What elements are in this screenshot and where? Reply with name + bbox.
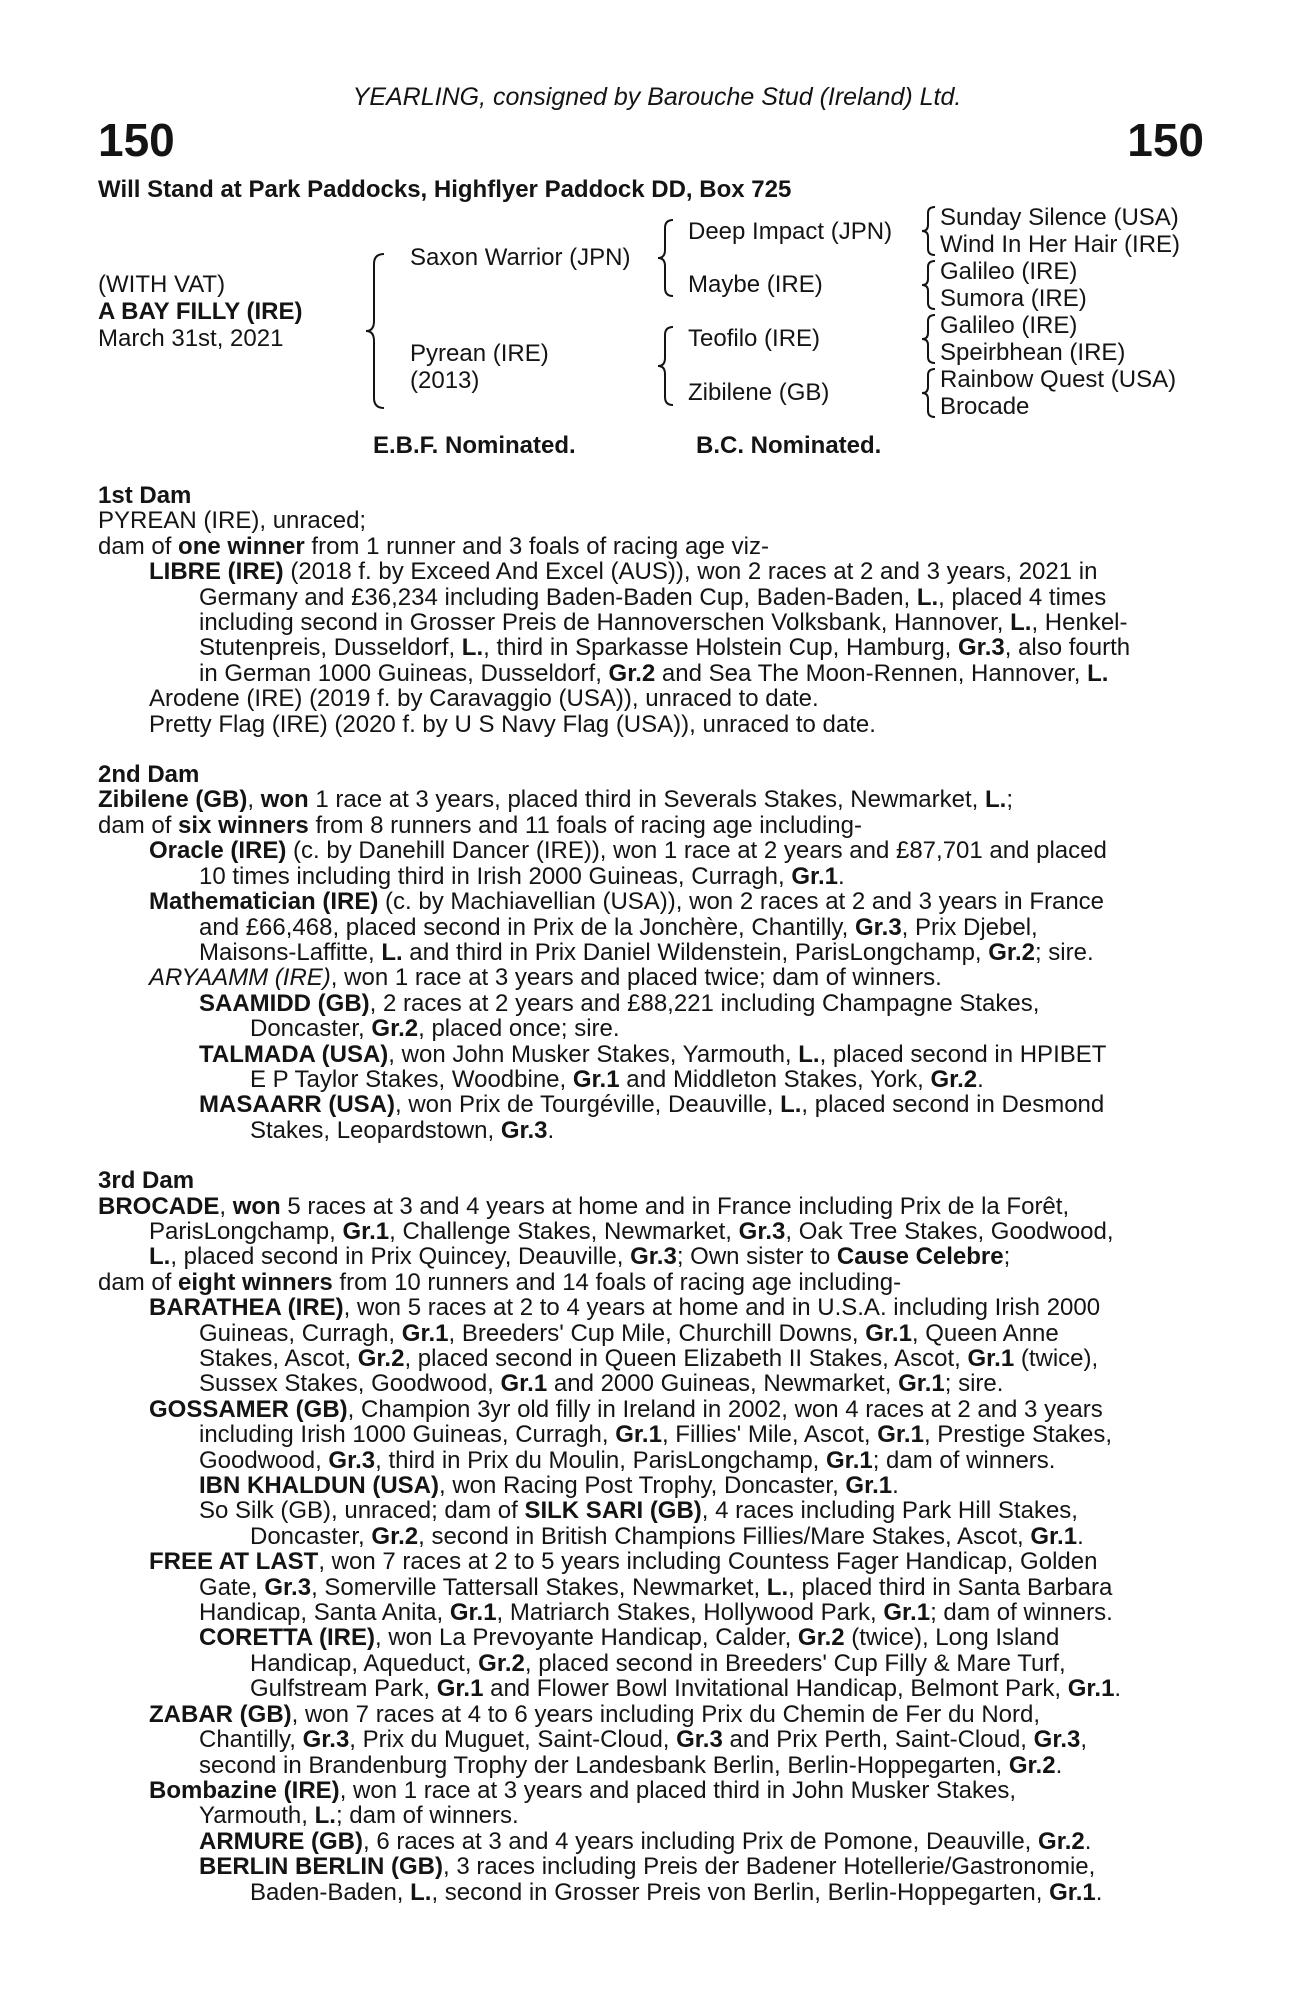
text-run: Sussex Stakes, Goodwood, [199,1370,501,1398]
record-line [98,1295,1198,1320]
record-line [98,1575,1198,1600]
text-run: Stakes, Ascot, [199,1345,358,1372]
bold-run: Gr.2 [371,1522,419,1550]
bold-run: Gr.1 [436,1675,484,1703]
bold-run: Gr.1 [865,1319,912,1347]
text-run: , won 7 races at 4 to 6 years including Prix du Chemin de Fer du Nord, [291,1700,1041,1728]
text-run: , placed second in Breeders' Cup Filly & Mare Turf, [524,1649,1066,1677]
bold-run: Gr.2 [1038,1827,1085,1855]
bold-run: L. [381,938,403,966]
text-run: including second in Grosser Preis de Hannoverschen Volksbank, Hannover, [199,609,1011,637]
text-run: Doncaster, [250,1522,372,1550]
bold-run: Gr.3 [328,1446,376,1474]
pedigree-brace-sire [656,218,676,298]
pedigree-dam-sire: Teofilo (IRE) [688,325,821,352]
pedigree-sire: Saxon Warrior (JPN) [410,244,631,271]
pedigree-gg-8: Brocade [940,393,1030,420]
text-run: ; sire. [944,1370,1004,1398]
record-line [98,991,1198,1016]
text-run: from 8 runners and 11 foals of racing age including- [308,811,862,839]
text-run: . [1055,1751,1063,1779]
bold-run: Gr.1 [572,1065,620,1093]
text-run: Baden-Baden, [250,1878,411,1906]
text-run: . [1077,1522,1084,1550]
record-line [98,1524,1198,1549]
pedigree-gg-5: Galileo (IRE) [940,312,1078,339]
text-run: in German 1000 Guineas, Dusseldorf, [199,659,609,687]
text-run: , Oak Tree Stakes, Goodwood, [785,1217,1114,1245]
bold-run: Gr.2 [478,1649,525,1677]
text-run: Handicap, Aqueduct, [250,1649,479,1677]
text-run: and 2000 Guineas, Newmarket, [547,1370,899,1398]
text-run: So Silk (GB), unraced; dam of [199,1497,525,1525]
record-line [98,1346,1198,1371]
bold-run: Gr.2 [1008,1751,1056,1779]
text-run: (2018 f. by Exceed And Excel (AUS)), won 2 races at 2 and 3 years, 2021 in [283,558,1098,586]
record-line [98,559,1198,584]
record-line [98,813,1198,838]
record-line [98,1244,1198,1269]
text-run: , placed second in Prix Quincey, Deauville, [170,1243,631,1271]
bold-run: Gr.3 [958,634,1005,662]
record-line [98,1321,1198,1346]
text-run: Germany and £36,234 including Baden-Baden Cup, Baden-Baden, [199,583,917,611]
text-run: Chantilly, [199,1726,303,1754]
text-run: PYREAN (IRE), unraced; [98,507,367,535]
text-run: ; sire. [1034,938,1094,966]
bold-run: won [232,1192,281,1220]
record-line [98,1702,1198,1727]
bold-run: Mathematician (IRE) [149,888,379,916]
text-run: 5 races at 3 and 4 years at home and in France including Prix de la Forêt, [280,1192,1070,1220]
text-run: from 10 runners and 14 foals of racing age including- [332,1268,902,1296]
section-gap [98,1143,1198,1168]
record-line [98,686,1198,711]
record-line [98,1473,1198,1498]
text-run: and Sea The Moon-Rennen, Hannover, [655,659,1088,687]
text-run: and third in Prix Daniel Wildenstein, ParisLongchamp, [402,938,989,966]
record-line [98,1854,1198,1879]
bold-run: Gr.3 [676,1726,723,1754]
bold-run: one winner [178,532,305,560]
bold-run: Gr.1 [1049,1878,1096,1906]
bold-run: L. [149,1243,171,1271]
bold-run: Gr.1 [401,1319,449,1347]
bold-run: BERLIN BERLIN (GB) [199,1853,443,1881]
text-run: Doncaster, [250,1015,372,1043]
text-run: (c. by Danehill Dancer (IRE)), won 1 race at 2 years and £87,701 and placed [286,837,1107,865]
pedigree-brace-gg-2 [920,259,938,311]
text-run: , won 1 race at 3 years and placed third in John Musker Stakes, [339,1776,1017,1804]
text-run: , won La Prevoyante Handicap, Calder, [374,1624,798,1652]
record-line [98,635,1198,660]
text-run: , Prix du Muguet, Saint-Cloud, [349,1726,677,1754]
text-run: Handicap, Santa Anita, [199,1599,450,1627]
text-run: , 2 races at 2 years and £88,221 including Champagne Stakes, [369,989,1040,1017]
record-line [98,661,1198,686]
text-run: , won 7 races at 2 to 5 years including Countess Fager Handicap, Golden [318,1548,1098,1576]
record-line [98,1270,1198,1295]
text-run: Pretty Flag (IRE) (2020 f. by U S Navy Flag (USA)), unraced to date. [149,710,876,738]
bold-run: Gr.1 [826,1446,873,1474]
vat-note: (WITH VAT) [98,271,226,298]
text-run: . [838,862,845,890]
text-run: , placed 4 times [938,583,1107,611]
text-run: , Challenge Stakes, Newmarket, [389,1217,739,1245]
section-heading: 2nd Dam [98,761,200,789]
bold-run: Gr.1 [615,1421,662,1449]
record-line [98,915,1198,940]
bold-run: Gr.2 [357,1345,405,1372]
bold-run: ZABAR (GB) [149,1700,292,1728]
section-heading: 1st Dam [98,482,192,509]
record-line [98,1676,1198,1701]
pedigree-gg-6: Speirbhean (IRE) [940,339,1126,366]
bold-run: BROCADE [98,1192,220,1220]
bc-nomination: B.C. Nominated. [696,432,882,459]
text-run: , 6 races at 3 and 4 years including Prix de Pomone, Deauville, [362,1827,1039,1855]
text-run: . [977,1065,984,1093]
section-heading: 3rd Dam [98,1167,195,1195]
text-run: ; dam of winners. [335,1802,519,1830]
record-line [98,1625,1198,1650]
bold-run: Gr.1 [883,1599,931,1627]
horse-name: A BAY FILLY (IRE) [98,298,303,325]
bold-run: Bombazine (IRE) [149,1776,340,1804]
text-run: 1 race at 3 years, placed third in Severals Stakes, Newmarket, [308,786,985,814]
text-run: Gate, [199,1573,265,1601]
pedigree-brace-main [364,252,388,410]
bold-run: Gr.3 [500,1116,548,1144]
record-line [98,1118,1198,1143]
italic-run: ARYAAMM (IRE) [149,964,331,992]
text-run: ; [1003,1243,1011,1271]
text-run: Stakes, Leopardstown, [250,1116,501,1144]
text-run: , Breeders' Cup Mile, Churchill Downs, [448,1319,866,1347]
text-run: and Flower Bowl Invitational Handicap, Belmont Park, [483,1675,1068,1703]
record-line [98,1092,1198,1117]
text-run: Yarmouth, [199,1802,315,1830]
pedigree-gg-2: Wind In Her Hair (IRE) [940,231,1181,258]
text-run: , placed second in HPIBET [819,1040,1107,1068]
record-line [98,1753,1198,1778]
bold-run: Gr.1 [791,862,839,890]
bold-run: IBN KHALDUN (USA) [199,1472,439,1500]
bold-run: SAAMIDD (GB) [199,989,370,1017]
record-line [98,864,1198,889]
pedigree-sire-dam: Maybe (IRE) [688,271,823,298]
text-run: , third in Sparkasse Holstein Cup, Hamburg, [483,634,959,662]
bold-run: Gr.1 [898,1370,945,1398]
pedigree-dam-dam: Zibilene (GB) [688,379,830,406]
bold-run: L. [766,1573,789,1601]
bold-run: ARMURE (GB) [199,1827,363,1855]
record-line [98,1371,1198,1396]
text-run: (twice), Long Island [844,1624,1060,1652]
pedigree-gg-1: Sunday Silence (USA) [940,204,1179,231]
record-line [98,1498,1198,1523]
text-run: , [219,1192,233,1220]
text-run: Guineas, Curragh, [199,1319,402,1347]
pedigree-gg-3: Galileo (IRE) [940,258,1078,285]
text-run: , Somerville Tattersall Stakes, Newmarket, [311,1573,767,1601]
text-run: . [1095,1878,1103,1906]
text-run: , placed second in Queen Elizabeth II Stakes, Ascot, [404,1345,968,1372]
text-run: , won 1 race at 3 years and placed twice; dam of winners. [330,964,942,992]
text-run: , [1080,1726,1088,1754]
text-run: dam of [98,1268,179,1296]
text-run: , placed second in Desmond [801,1091,1105,1119]
bold-run: Gr.3 [738,1217,786,1245]
bold-run: Gr.1 [1030,1522,1078,1550]
bold-run: Gr.1 [449,1599,497,1627]
bold-run: Gr.3 [1033,1726,1081,1754]
stand-location: Will Stand at Park Paddocks, Highflyer Paddock DD, Box 725 [98,176,792,203]
text-run: 10 times including third in Irish 2000 Guineas, Curragh, [199,862,792,890]
record-line [98,889,1198,914]
bold-run: FREE AT LAST [149,1548,319,1576]
text-run: , won Prix de Tourgéville, Deauville, [394,1091,781,1119]
text-run: , Henkel- [1031,609,1128,637]
bold-run: L. [798,1040,820,1068]
text-run: , Fillies' Mile, Ascot, [661,1421,878,1449]
bold-run: Gr.1 [500,1370,548,1398]
foaling-date: March 31st, 2021 [98,325,284,352]
bold-run: L. [985,786,1007,814]
record-line [98,1042,1198,1067]
pedigree-brace-dam [656,325,676,407]
bold-run: Gr.3 [264,1573,312,1601]
record-line [98,1016,1198,1041]
text-run: second in Brandenburg Trophy der Landesbank Berlin, Berlin-Hoppegarten, [199,1751,1009,1779]
text-run: , second in Grosser Preis von Berlin, Berlin-Hoppegarten, [431,1878,1050,1906]
bold-run: Zibilene (GB) [98,786,248,814]
bold-run: L. [780,1091,802,1119]
bold-run: eight winners [178,1268,333,1296]
text-run: , second in British Champions Fillies/Mare Stakes, Ascot, [418,1522,1031,1550]
pedigree-brace-gg-1 [920,205,938,257]
bold-run: L. [1010,609,1032,637]
bold-run: MASAARR (USA) [199,1091,395,1119]
section-gap [98,737,1198,762]
record-line [98,838,1198,863]
bold-run: TALMADA (USA) [199,1040,389,1068]
record-line [98,1880,1198,1905]
pedigree-brace-gg-3 [920,313,938,365]
bold-run: L. [1087,659,1109,687]
text-run: E P Taylor Stakes, Woodbine, [250,1065,573,1093]
text-run: ParisLongchamp, [149,1217,343,1245]
record-line [98,1422,1198,1447]
bold-run: CORETTA (IRE) [199,1624,375,1652]
record-line [98,585,1198,610]
text-run: , 3 races including Preis der Badener Hotellerie/Gastronomie, [442,1853,1096,1881]
record-line [98,712,1198,737]
record-line [98,1651,1198,1676]
record-line [98,1448,1198,1473]
text-run: and Middleton Stakes, York, [619,1065,931,1093]
bold-run: six winners [178,811,309,839]
bold-run: Gr.1 [877,1421,924,1449]
bold-run: Gr.2 [797,1624,845,1652]
bold-run: Gr.1 [967,1345,1015,1372]
record-line [98,1778,1198,1803]
text-run: Arodene (IRE) (2019 f. by Caravaggio (USA)), unraced to date. [149,685,819,713]
bold-run: Gr.3 [302,1726,350,1754]
record-line [98,787,1198,812]
text-run: from 1 runner and 3 foals of racing age viz- [304,532,769,560]
text-run: . [1114,1675,1122,1703]
text-run: , Champion 3yr old filly in Ireland in 2002, won 4 races at 2 and 3 years [347,1395,1103,1423]
bold-run: Gr.1 [845,1472,893,1500]
record-line [98,1727,1198,1752]
text-run: , Prix Djebel, [901,913,1038,941]
text-run: and £66,468, placed second in Prix de la Jonchère, Chantilly, [199,913,855,941]
bold-run: L. [314,1802,336,1830]
text-run: , Prestige Stakes, [923,1421,1113,1449]
text-run: including Irish 1000 Guineas, Curragh, [199,1421,616,1449]
text-run: and Prix Perth, Saint-Cloud, [722,1726,1034,1754]
bold-run: won [260,786,309,814]
pedigree-gg-7: Rainbow Quest (USA) [940,366,1177,393]
record-line [98,1600,1198,1625]
text-run: . [892,1472,899,1500]
lot-number-right: 150 [1127,114,1204,166]
text-run: , also fourth [1004,634,1131,662]
text-run: . [547,1116,555,1144]
bold-run: L. [410,1878,432,1906]
text-run: ; dam of winners. [872,1446,1056,1474]
bold-run: Cause Celebre [836,1243,1004,1271]
bold-run: BARATHEA (IRE) [149,1294,344,1322]
bold-run: Gr.1 [1067,1675,1115,1703]
text-run: , placed once; sire. [418,1015,620,1043]
record-line [98,1397,1198,1422]
bold-run: GOSSAMER (GB) [149,1395,348,1423]
text-run: Stutenpreis, Dusseldorf, [199,634,462,662]
record-line [98,1803,1198,1828]
text-run: , won 5 races at 2 to 4 years at home and in U.S.A. including Irish 2000 [343,1294,1101,1322]
text-run: Maisons-Laffitte, [199,938,382,966]
pedigree-dam: Pyrean (IRE) [410,340,549,367]
text-run: ; [1006,786,1013,814]
text-run: , placed third in Santa Barbara [788,1573,1113,1601]
record-line [98,610,1198,635]
record-line [98,1219,1198,1244]
record-line [98,1067,1198,1092]
pedigree-sire-sire: Deep Impact (JPN) [688,218,893,245]
text-run: , Matriarch Stakes, Hollywood Park, [496,1599,884,1627]
text-run: , Queen Anne [911,1319,1059,1347]
text-run: Gulfstream Park, [250,1675,437,1703]
bold-run: SILK SARI (GB) [524,1497,702,1525]
bold-run: Oracle (IRE) [149,837,287,865]
text-run: Goodwood, [199,1446,329,1474]
bold-run: Gr.2 [988,938,1035,966]
produce-record [98,483,1198,1905]
bold-run: Gr.2 [608,659,656,687]
text-run: , third in Prix du Moulin, ParisLongchamp, [375,1446,827,1474]
lot-number-left: 150 [98,114,175,166]
text-run: , 4 races including Park Hill Stakes, [701,1497,1078,1525]
ebf-nomination: E.B.F. Nominated. [373,432,576,459]
text-run: . [1084,1827,1092,1855]
text-run: (c. by Machiavellian (USA)), won 2 races at 2 and 3 years in France [378,888,1105,916]
text-run: , won Racing Post Trophy, Doncaster, [438,1472,846,1500]
pedigree-gg-4: Sumora (IRE) [940,285,1087,312]
bold-run: Gr.2 [371,1015,419,1043]
text-run: ; dam of winners. [930,1599,1113,1627]
text-run: , won John Musker Stakes, Yarmouth, [388,1040,799,1068]
bold-run: L. [461,634,484,662]
consignor-header: YEARLING, consigned by Barouche Stud (Ireland) Ltd. [352,83,962,111]
bold-run: Gr.1 [342,1217,390,1245]
text-run: (twice), [1014,1345,1099,1372]
record-line [98,1829,1198,1854]
pedigree-brace-gg-4 [920,367,938,419]
text-run: ; Own sister to [676,1243,837,1271]
bold-run: Gr.3 [854,913,902,941]
record-line [98,1549,1198,1574]
record-line [98,940,1198,965]
text-run: dam of [98,532,179,560]
record-line [98,965,1198,990]
record-line [98,534,1198,559]
bold-run: LIBRE (IRE) [149,558,284,586]
record-line [98,508,1198,533]
bold-run: Gr.2 [930,1065,978,1093]
pedigree-dam-year: (2013) [410,367,480,394]
bold-run: L. [916,583,939,611]
text-run: dam of [98,811,179,839]
record-line [98,1194,1198,1219]
bold-run: Gr.3 [630,1243,677,1271]
text-run: , [247,786,261,814]
